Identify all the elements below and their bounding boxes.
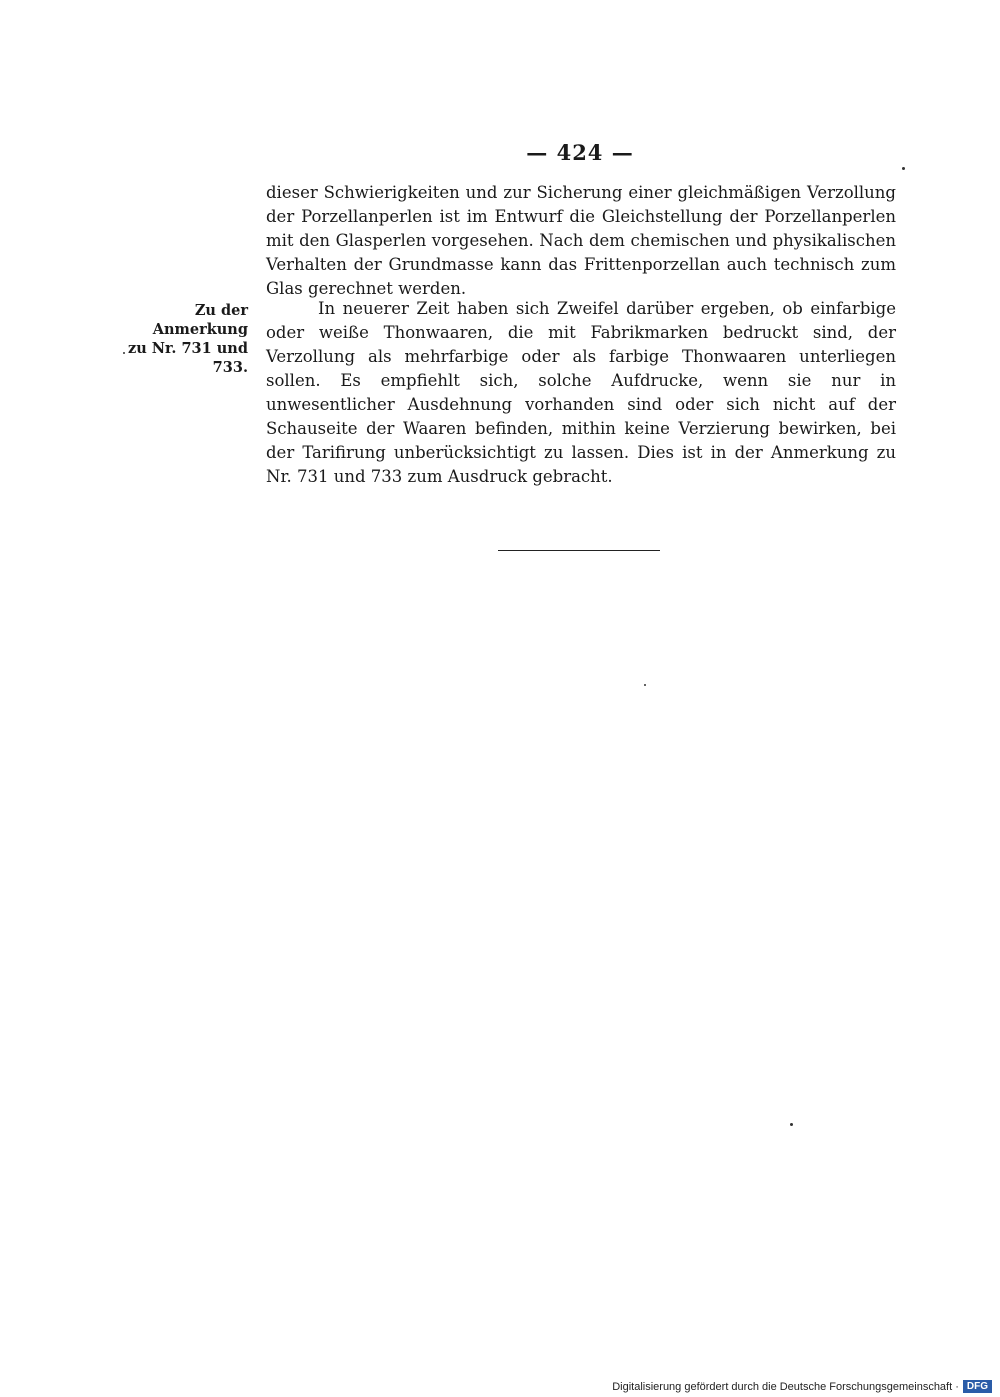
print-speck: [790, 1123, 793, 1126]
margin-note-line-2: zu Nr. 731 und 733.: [127, 340, 248, 376]
margin-note-line-1: Zu der Anmerkung: [152, 302, 248, 338]
dfg-logo-icon: DFG: [963, 1380, 992, 1393]
paragraph-annotation: [266, 297, 896, 489]
digitization-footer: [612, 1380, 992, 1393]
print-speck: [123, 352, 125, 354]
print-speck: [902, 167, 905, 170]
paragraph-text: In neuerer Zeit haben sich Zweifel darüber ergeben, ob einfarbige oder weiße Thonwaaren, die mit Fabrikmarken bedruckt sind, der Verzollung als mehrfarbige oder als farbige Thonwaaren unterliegen sollen. Es empfiehlt sich, solche Aufdrucke, wenn sie nur in unwesentlicher Ausdehnung vorhanden sind oder sich nicht auf der Schauseite der Waaren befinden, mithin keine Verzierung bewirken, bei der Tarifirung unberücksichtigt zu lassen. Dies ist in der Anmerkung zu Nr. 731 und 733 zum Ausdruck gebracht.: [266, 299, 896, 486]
print-speck: [644, 684, 646, 686]
paragraph-continued: [266, 181, 896, 301]
section-separator-rule: [498, 550, 660, 551]
page-number: — 424 —: [526, 140, 634, 165]
paragraph-text: dieser Schwierigkeiten und zur Sicherung einer gleichmäßigen Verzollung der Porzellanperlen ist im Entwurf die Gleichstellung der Porzellanperlen mit den Glasperlen vorgesehen. Nach dem chemischen und physikalischen Verhalten der Grundmasse kann das Frittenporzellan auch technisch zum Glas gerechnet werden.: [266, 183, 896, 298]
margin-note: [96, 301, 248, 377]
footer-text: Digitalisierung gefördert durch die Deutsche Forschungsgemeinschaft ·: [612, 1380, 959, 1393]
